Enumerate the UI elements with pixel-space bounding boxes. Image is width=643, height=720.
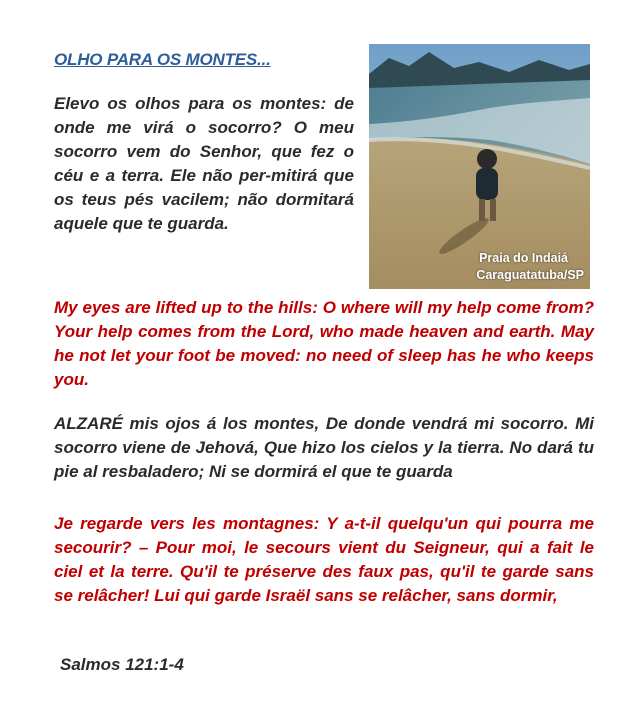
scripture-reference: Salmos 121:1-4 — [60, 655, 184, 674]
english-verse: My eyes are lifted up to the hills: O where will my help come from? Your help comes from the Lord, who made heaven and earth. May he not let your foot be moved: no need of sleep has he who keeps you. — [54, 298, 594, 389]
page-title: OLHO PARA OS MONTES... — [54, 50, 271, 69]
portuguese-verse: Elevo os olhos para os montes: de onde me virá o socorro? O meu socorro vem do Senhor, que fez o céu e a terra. Ele não per-mitirá que os teus pés vacilem; não dormitará aquele que te guarda. — [54, 94, 354, 233]
photo-caption-place: Praia do Indaiá — [479, 251, 568, 265]
photo-caption-city: Caraguatatuba/SP — [476, 268, 584, 282]
beach-photo — [369, 44, 590, 289]
spanish-verse: ALZARÉ mis ojos á los montes, De donde vendrá mi socorro. Mi socorro viene de Jehová, Que hizo los cielos y la tierra. No dará tu pie al resbaladero; Ni se dormirá el que te guarda — [54, 414, 594, 481]
french-verse: Je regarde vers les montagnes: Y a-t-il quelqu'un qui pourra me secourir? – Pour moi, le secours vient du Seigneur, qui a fait le ciel et la terre. Qu'il te préserve des faux pas, qu'il te garde sans se relâcher! Lui qui garde Israël sans se relâcher, sans dormir, — [54, 514, 594, 605]
